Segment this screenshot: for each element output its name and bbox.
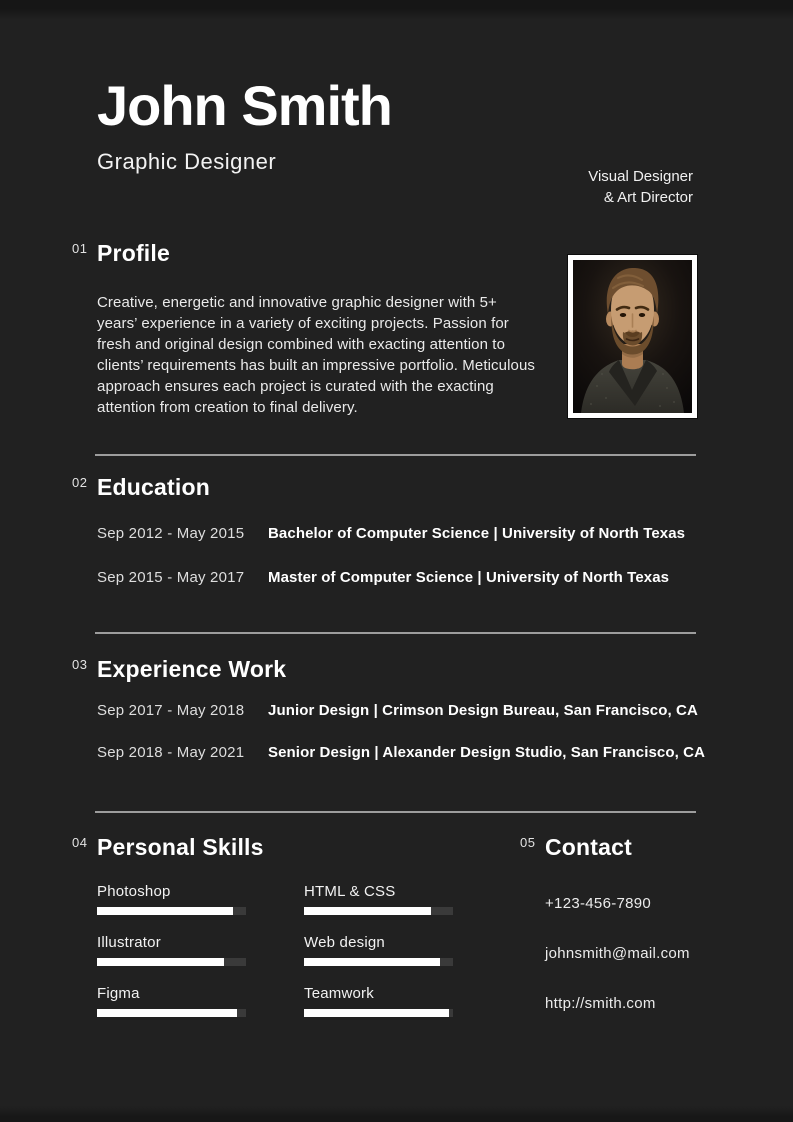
section-number: 03 [72, 657, 88, 672]
contact-items [545, 895, 725, 1013]
education-period: Sep 2012 - May 2015 [97, 525, 245, 542]
skill-item [97, 934, 249, 966]
skills-grid [97, 883, 457, 1017]
section-number: 01 [72, 241, 88, 256]
education-description: Bachelor of Computer Science | University of North Texas [268, 525, 686, 542]
skill-item [304, 934, 456, 966]
experience-rows [97, 702, 706, 761]
tagline-line-1: Visual Designer [588, 168, 693, 185]
education-period: Sep 2015 - May 2017 [97, 569, 245, 586]
section-experience [72, 655, 706, 786]
section-number: 05 [520, 835, 536, 850]
skill-bar-track [97, 907, 246, 915]
skill-label: Illustrator [97, 934, 161, 951]
skill-bar-track [304, 907, 453, 915]
skill-bar-fill [304, 958, 440, 966]
section-divider [95, 811, 696, 813]
profile-photo-illustration [573, 260, 692, 413]
skill-bar-fill [97, 958, 224, 966]
job-title: Graphic Designer [97, 149, 277, 174]
experience-description: Senior Design | Alexander Design Studio, San Francisco, CA [268, 744, 706, 761]
section-number: 02 [72, 475, 88, 490]
contact-heading [520, 833, 725, 861]
section-title: Education [97, 474, 210, 500]
section-education [72, 473, 697, 613]
skill-label: Teamwork [304, 985, 374, 1002]
experience-row [97, 702, 697, 719]
skill-bar-track [97, 1009, 246, 1017]
skill-label: Web design [304, 934, 385, 951]
education-row [97, 569, 697, 586]
experience-row [97, 744, 706, 761]
tagline-line-2: & Art Director [603, 189, 693, 206]
skill-item [97, 883, 249, 915]
skill-item [304, 883, 456, 915]
section-profile [72, 239, 697, 418]
section-title: Personal Skills [97, 834, 264, 860]
skill-bar-track [304, 958, 453, 966]
skill-label: Photoshop [97, 883, 171, 900]
contact-website: http://smith.com [545, 995, 656, 1012]
section-title: Profile [97, 240, 170, 266]
experience-period: Sep 2017 - May 2018 [97, 702, 245, 719]
person-name: John Smith [97, 74, 392, 137]
section-number: 04 [72, 835, 88, 850]
skill-bar-track [304, 1009, 453, 1017]
education-row [97, 525, 697, 542]
section-divider [95, 454, 696, 456]
section-divider [95, 632, 696, 634]
education-heading [72, 473, 697, 501]
skill-item [97, 985, 249, 1017]
skill-bar-fill [304, 1009, 449, 1017]
experience-description: Junior Design | Crimson Design Bureau, San Francisco, CA [268, 702, 698, 719]
skill-item [304, 985, 456, 1017]
tagline [588, 166, 693, 208]
experience-heading [72, 655, 697, 683]
section-title: Contact [545, 834, 633, 860]
experience-period: Sep 2018 - May 2021 [97, 744, 245, 761]
section-skills [72, 833, 457, 1017]
contact-phone: +123-456-7890 [545, 895, 652, 912]
contact-email: johnsmith@mail.com [545, 945, 690, 962]
skill-label: HTML & CSS [304, 883, 396, 900]
education-description: Master of Computer Science | University of North Texas [268, 569, 670, 586]
skill-bar-fill [97, 1009, 237, 1017]
skill-label: Figma [97, 985, 140, 1002]
section-contact [520, 833, 725, 1045]
skills-heading [72, 833, 457, 861]
skill-bar-fill [304, 907, 431, 915]
skill-bar-fill [97, 907, 233, 915]
section-title: Experience Work [97, 656, 287, 682]
skill-bar-track [97, 958, 246, 966]
profile-text: Creative, energetic and innovative graphic designer with 5+ years’ experience in a variety of exciting projects. Passion for fresh and original design combined with exacting attention to clients’ requirements has built an impressive portfolio. Meticulous approach ensures each project is curated with the exacting attention from creation to final delivery. [97, 294, 536, 416]
education-rows [97, 525, 697, 586]
profile-photo [568, 255, 697, 418]
